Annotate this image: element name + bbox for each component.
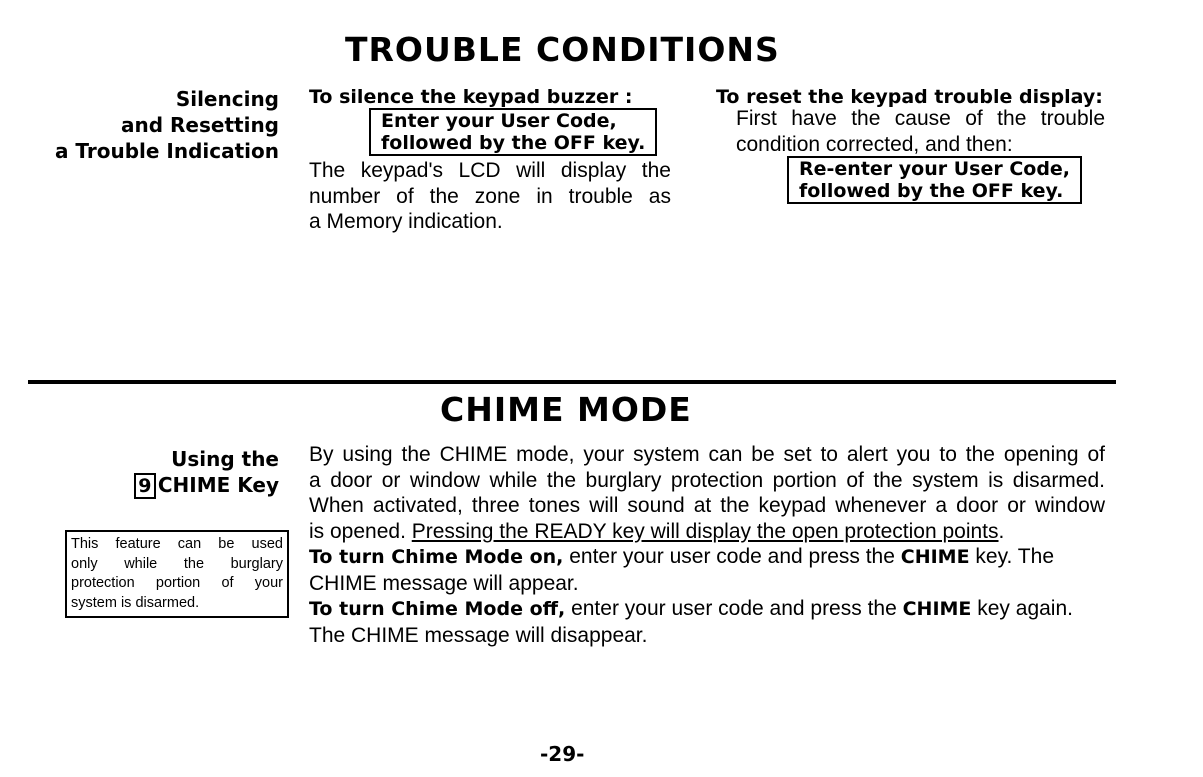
instruction-text: enter your user code and press the <box>565 597 903 620</box>
reset-instruction-box <box>787 156 1082 204</box>
paragraph-line <box>309 519 1105 545</box>
note-line: only while the burglary <box>71 555 283 572</box>
note-line: protection portion of your <box>71 575 283 591</box>
side-label-line: and Resetting <box>121 113 279 137</box>
silence-description <box>309 158 671 235</box>
description-line: number of the zone in trouble as <box>309 184 671 208</box>
chime-key-label: CHIME Key <box>157 473 279 497</box>
turn-off-result: The CHIME message will disappear. <box>309 623 648 647</box>
reset-heading: To reset the keypad trouble display: <box>716 86 1103 108</box>
instruction-text: enter your user code and press the <box>563 545 901 568</box>
chime-key-ref: CHIME <box>902 598 972 620</box>
chime-paragraph <box>309 442 1105 648</box>
chime-key-ref: CHIME <box>900 546 970 568</box>
side-label-line: a Trouble Indication <box>54 139 279 163</box>
paragraph-line: a door or window while the burglary protection portion of the system is disarmed. <box>309 468 1105 492</box>
instruction-text: key again. <box>971 597 1073 620</box>
silence-instruction-box <box>369 108 657 156</box>
paragraph-text: . <box>998 519 1005 543</box>
description-line: The keypad's LCD will display the <box>309 159 671 182</box>
description-line: condition corrected, and then: <box>736 132 1013 156</box>
instruction-line: followed by the OFF key. <box>799 180 1064 202</box>
description-line: First have the cause of the trouble <box>736 107 1105 130</box>
description-line: a Memory indication. <box>309 210 503 233</box>
side-label-line: Using the <box>171 447 279 471</box>
turn-off-instruction <box>309 596 1105 623</box>
paragraph-line: When activated, three tones will sound at the keypad whenever a door or window <box>309 494 1105 517</box>
section-divider <box>28 380 1116 384</box>
paragraph-text: is opened. <box>309 519 412 543</box>
chime-key-9-icon: 9 <box>134 473 156 499</box>
chime-side-label <box>134 446 279 499</box>
ready-key-note: Pressing the READY key will display the open protection points <box>411 519 999 543</box>
instruction-line: Re-enter your User Code, <box>799 158 1071 180</box>
turn-off-label: To turn Chime Mode off, <box>309 598 566 620</box>
page-number: -29- <box>540 742 585 766</box>
chime-title: CHIME MODE <box>440 390 692 429</box>
instruction-line: Enter your User Code, <box>381 110 617 132</box>
side-label-line <box>134 472 279 499</box>
turn-on-result: CHIME message will appear. <box>309 571 579 595</box>
turn-on-instruction <box>309 544 1105 571</box>
feature-note-box <box>65 530 289 618</box>
paragraph-line: By using the CHIME mode, your system can be set to alert you to the opening of <box>309 443 1105 466</box>
silence-heading: To silence the keypad buzzer : <box>309 86 633 108</box>
turn-on-label: To turn Chime Mode on, <box>309 546 564 568</box>
side-label-line: Silencing <box>175 87 279 111</box>
trouble-title: TROUBLE CONDITIONS <box>345 30 780 69</box>
instruction-text: key. The <box>969 545 1054 568</box>
reset-description <box>736 106 1105 157</box>
note-line: system is disarmed. <box>71 594 200 611</box>
note-line: This feature can be used <box>71 536 283 552</box>
trouble-side-label <box>55 86 279 164</box>
instruction-line: followed by the OFF key. <box>381 132 646 154</box>
